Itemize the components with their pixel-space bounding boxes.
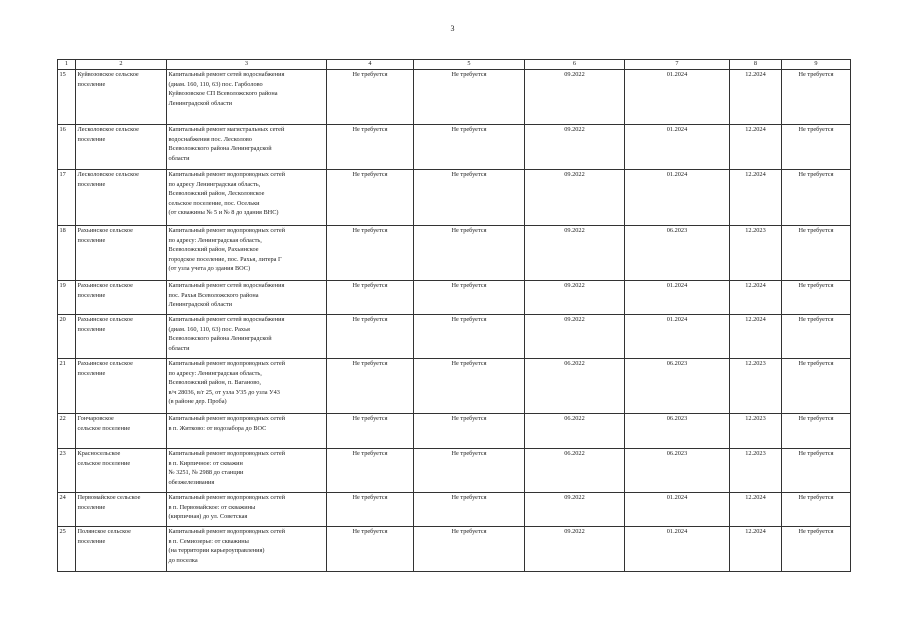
status-cell: Не требуется (782, 414, 851, 449)
date-cell: 01.2024 (625, 125, 730, 170)
column-header: 4 (327, 60, 414, 70)
table-row (58, 359, 851, 414)
status-cell: Не требуется (414, 449, 525, 493)
status-cell: Не требуется (414, 493, 525, 527)
date-cell: 12.2024 (730, 493, 782, 527)
work-description-cell: Капитальный ремонт сетей водоснабжения пос. Рахья Всеволожского района Ленинградской области (167, 281, 327, 315)
status-cell: Не требуется (782, 493, 851, 527)
date-cell: 12.2024 (730, 170, 782, 226)
table-row (58, 226, 851, 281)
data-table (57, 59, 851, 572)
settlement-cell: Гончаровское сельское поселение (76, 414, 167, 449)
status-cell: Не требуется (414, 281, 525, 315)
work-description-cell: Капитальный ремонт водопроводных сетей по адресу: Ленинградская область, Всеволожский район, Рахьинское городское поселение, пос. Рахья, литера Г (от узла учета до здания ВОС) (167, 226, 327, 281)
date-cell: 01.2024 (625, 527, 730, 572)
row-number: 21 (58, 359, 76, 414)
status-cell: Не требуется (782, 170, 851, 226)
date-cell: 01.2024 (625, 170, 730, 226)
row-number: 24 (58, 493, 76, 527)
date-cell: 09.2022 (525, 226, 625, 281)
work-description-cell: Капитальный ремонт водопроводных сетей по адресу Ленинградская область, Всеволожский район, Лесколовское сельское поселение, пос. Осельки (от скважины № 5 и № 8 до здания ВНС) (167, 170, 327, 226)
work-description-cell: Капитальный ремонт водопроводных сетей в п. Семиозерье: от скважины (на территории карьероуправления) до поселка (167, 527, 327, 572)
table-row (58, 125, 851, 170)
status-cell: Не требуется (327, 414, 414, 449)
column-header: 5 (414, 60, 525, 70)
date-cell: 12.2024 (730, 125, 782, 170)
row-number: 20 (58, 315, 76, 359)
work-description-cell: Капитальный ремонт водопроводных сетей в п. Кирпичное: от скважин № 3251, № 2988 до станции обезжелезивания (167, 449, 327, 493)
table-row (58, 493, 851, 527)
status-cell: Не требуется (782, 315, 851, 359)
row-number: 22 (58, 414, 76, 449)
date-cell: 12.2024 (730, 281, 782, 315)
date-cell: 12.2023 (730, 414, 782, 449)
settlement-cell: Рахьинское сельское поселение (76, 226, 167, 281)
date-cell: 01.2024 (625, 281, 730, 315)
status-cell: Не требуется (327, 449, 414, 493)
date-cell: 09.2022 (525, 315, 625, 359)
settlement-cell: Рахьинское сельское поселение (76, 281, 167, 315)
status-cell: Не требуется (327, 125, 414, 170)
work-description-cell: Капитальный ремонт магистральных сетей водоснабжения пос. Лесколово Всеволожского района Ленинградской области (167, 125, 327, 170)
status-cell: Не требуется (327, 359, 414, 414)
status-cell: Не требуется (327, 170, 414, 226)
table-row (58, 315, 851, 359)
status-cell: Не требуется (414, 359, 525, 414)
date-cell: 01.2024 (625, 70, 730, 125)
date-cell: 09.2022 (525, 527, 625, 572)
table-row (58, 281, 851, 315)
row-number: 18 (58, 226, 76, 281)
date-cell: 12.2023 (730, 226, 782, 281)
status-cell: Не требуется (414, 125, 525, 170)
date-cell: 06.2023 (625, 359, 730, 414)
status-cell: Не требуется (782, 449, 851, 493)
date-cell: 09.2022 (525, 125, 625, 170)
status-cell: Не требуется (782, 281, 851, 315)
column-header: 7 (625, 60, 730, 70)
date-cell: 09.2022 (525, 170, 625, 226)
status-cell: Не требуется (414, 527, 525, 572)
date-cell: 12.2023 (730, 449, 782, 493)
status-cell: Не требуется (327, 315, 414, 359)
status-cell: Не требуется (414, 315, 525, 359)
status-cell: Не требуется (782, 527, 851, 572)
table-row (58, 414, 851, 449)
date-cell: 01.2024 (625, 315, 730, 359)
table-row (58, 527, 851, 572)
date-cell: 09.2022 (525, 70, 625, 125)
column-header: 6 (525, 60, 625, 70)
date-cell: 09.2022 (525, 493, 625, 527)
settlement-cell: Полянское сельское поселение (76, 527, 167, 572)
status-cell: Не требуется (327, 281, 414, 315)
date-cell: 09.2022 (525, 281, 625, 315)
row-number: 25 (58, 527, 76, 572)
status-cell: Не требуется (782, 226, 851, 281)
row-number: 17 (58, 170, 76, 226)
settlement-cell: Рахьинское сельское поселение (76, 359, 167, 414)
work-description-cell: Капитальный ремонт водопроводных сетей в п. Житково: от водозабора до ВОС (167, 414, 327, 449)
settlement-cell: Лесколовское сельское поселение (76, 125, 167, 170)
work-description-cell: Капитальный ремонт сетей водоснабжения (диам. 160, 110, 63) пос. Рахья Всеволожского района Ленинградской области (167, 315, 327, 359)
column-header: 3 (167, 60, 327, 70)
column-header: 2 (76, 60, 167, 70)
work-description-cell: Капитальный ремонт водопроводных сетей в п. Первомайское: от скважины (кирпичная) до ул. Советская (167, 493, 327, 527)
column-header: 9 (782, 60, 851, 70)
row-number: 19 (58, 281, 76, 315)
status-cell: Не требуется (327, 226, 414, 281)
settlement-cell: Куйвозовское сельское поселение (76, 70, 167, 125)
date-cell: 12.2024 (730, 70, 782, 125)
date-cell: 12.2024 (730, 527, 782, 572)
status-cell: Не требуется (414, 170, 525, 226)
work-description-cell: Капитальный ремонт сетей водоснабжения (диам. 160, 110, 63) пос. Гарболово Куйвозовское СП Всеволожского района Ленинградской области (167, 70, 327, 125)
status-cell: Не требуется (327, 493, 414, 527)
page-number: 3 (450, 24, 455, 33)
row-number: 23 (58, 449, 76, 493)
status-cell: Не требуется (327, 70, 414, 125)
table-row (58, 170, 851, 226)
status-cell: Не требуется (327, 527, 414, 572)
date-cell: 01.2024 (625, 493, 730, 527)
date-cell: 12.2024 (730, 315, 782, 359)
table-row (58, 70, 851, 125)
settlement-cell: Лесколовское сельское поселение (76, 170, 167, 226)
status-cell: Не требуется (414, 70, 525, 125)
table-header (58, 60, 851, 70)
date-cell: 06.2022 (525, 414, 625, 449)
column-header: 1 (58, 60, 76, 70)
row-number: 15 (58, 70, 76, 125)
date-cell: 06.2022 (525, 359, 625, 414)
settlement-cell: Рахьинское сельское поселение (76, 315, 167, 359)
settlement-cell: Красносельское сельское поселение (76, 449, 167, 493)
table-row (58, 449, 851, 493)
row-number: 16 (58, 125, 76, 170)
status-cell: Не требуется (414, 414, 525, 449)
status-cell: Не требуется (782, 359, 851, 414)
date-cell: 12.2023 (730, 359, 782, 414)
column-header: 8 (730, 60, 782, 70)
status-cell: Не требуется (414, 226, 525, 281)
date-cell: 06.2023 (625, 449, 730, 493)
work-description-cell: Капитальный ремонт водопроводных сетей по адресу: Ленинградская область, Всеволожский район, п. Ваганово, в/ч 28036, в/г 25, от узла У35 до узла У43 (в районе дер. Проба) (167, 359, 327, 414)
date-cell: 06.2023 (625, 226, 730, 281)
status-cell: Не требуется (782, 125, 851, 170)
date-cell: 06.2022 (525, 449, 625, 493)
status-cell: Не требуется (782, 70, 851, 125)
date-cell: 06.2023 (625, 414, 730, 449)
settlement-cell: Первомайское сельское поселение (76, 493, 167, 527)
